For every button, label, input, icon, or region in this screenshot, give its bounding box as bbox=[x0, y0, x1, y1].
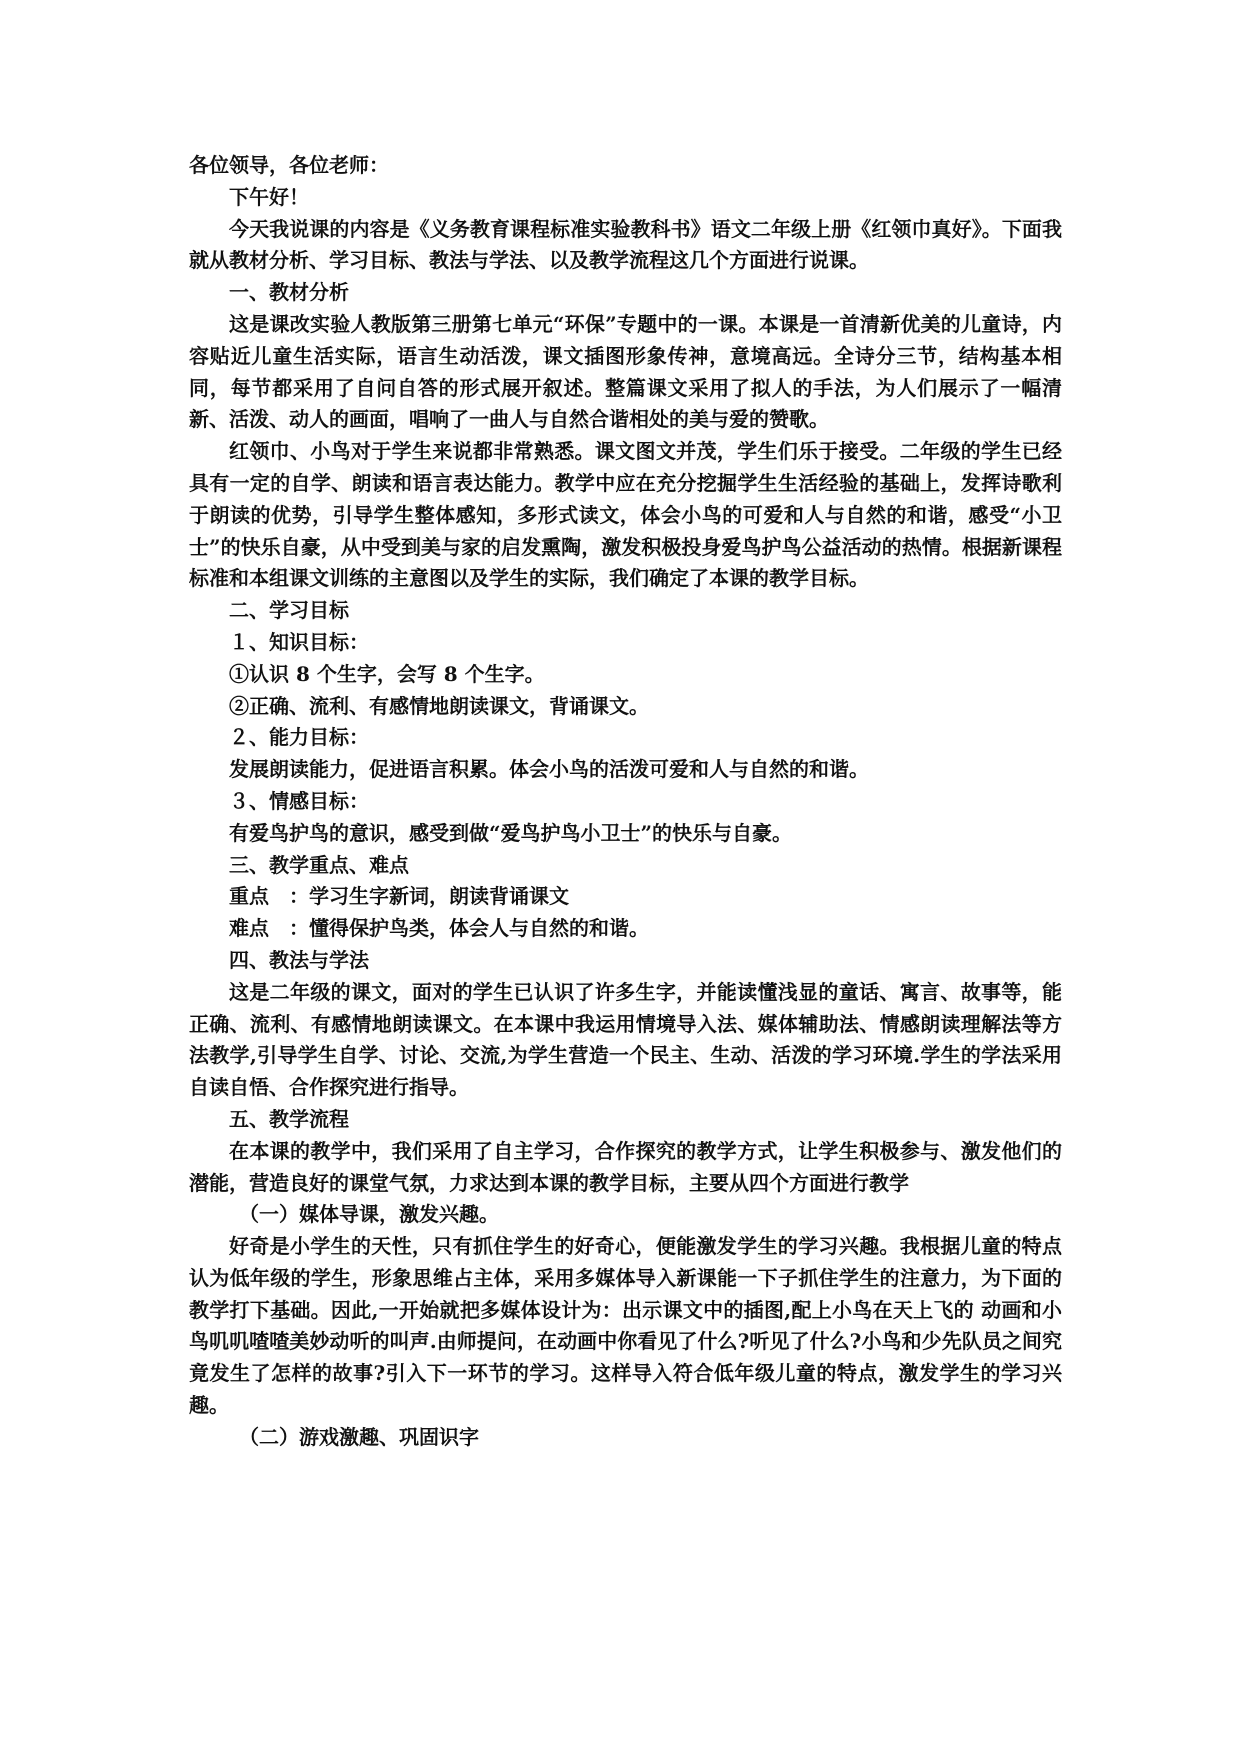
subheading-emotion-goal: ３、情感目标： bbox=[229, 788, 369, 813]
key-point-line: 重点 ：学习生字新词，朗读背诵课文 bbox=[229, 884, 569, 909]
greeting: 下午好！ bbox=[229, 184, 309, 209]
section-heading-teaching-process: 五、教学流程 bbox=[229, 1106, 349, 1131]
section-heading-learning-goals: 二、学习目标 bbox=[229, 598, 349, 623]
document-page bbox=[189, 150, 1062, 1454]
subheading-knowledge-goal: １、知识目标： bbox=[229, 629, 369, 654]
subheading-game-literacy: （二）游戏激趣、巩固识字 bbox=[239, 1424, 479, 1449]
subheading-ability-goal: ２、能力目标： bbox=[229, 725, 369, 750]
list-item: ②正确、流利、有感情地朗读课文，背诵课文。 bbox=[229, 693, 649, 718]
paragraph: 这是课改实验人教版第三册第七单元“环保”专题中的一课。本课是一首清新优美的儿童诗，内容贴近儿童生活实际，语言生动活泼，课文插图形象传神，意境高远。全诗分三节，结构基本相同，每节都采用了自问自答的形式展开叙述。整篇课文采用了拟人的手法，为人们展示了一幅清新、活泼、动人的画面，唱响了一曲人与自然合谐相处的美与爱的赞歌。 bbox=[189, 311, 1062, 432]
difficulty-line: 难点 ：懂得保护鸟类，体会人与自然的和谐。 bbox=[229, 916, 649, 941]
list-item: ①认识 8 个生字，会写 8 个生字。 bbox=[229, 661, 545, 686]
list-item: 有爱鸟护鸟的意识，感受到做“爱鸟护鸟小卫士”的快乐与自豪。 bbox=[229, 820, 793, 845]
paragraph: 好奇是小学生的天性，只有抓住学生的好奇心，便能激发学生的学习兴趣。我根据儿童的特点认为低年级的学生，形象思维占主体，采用多媒体导入新课能一下子抓住学生的注意力，为下面的教学打下基础。因此,一开始就把多媒体设计为：出示课文中的插图,配上小鸟在天上飞的 动画和小鸟叽叽喳喳美妙动听的叫声.由师提问，在动画中你看见了什么?听见了什么?小鸟和少先队员之间究竟发生了怎样的故事?引入下一环节的学习。这样导入符合低年级儿童的特点，激发学生的学习兴趣。 bbox=[189, 1234, 1062, 1418]
salutation: 各位领导，各位老师： bbox=[189, 153, 389, 177]
intro-paragraph: 今天我说课的内容是《义务教育课程标准实验教科书》语文二年级上册《红领巾真好》。下面我 就从教材分析、学习目标、教法与学法、以及教学流程这几个方面进行说课。 bbox=[189, 216, 1062, 273]
paragraph: 在本课的教学中，我们采用了自主学习，合作探究的教学方式，让学生积极参与、激发他们的潜能，营造良好的课堂气氛，力求达到本课的教学目标，主要从四个方面进行教学 bbox=[189, 1138, 1062, 1195]
paragraph: 这是二年级的课文，面对的学生已认识了许多生字，并能读懂浅显的童话、寓言、故事等，能正确、流利、有感情地朗读课文。在本课中我运用情境导入法、媒体辅助法、情感朗读理解法等方法教学,引导学生自学、讨论、交流,为学生营造一个民主、生动、活泼的学习环境.学生的学法采用自读自悟、合作探究进行指导。 bbox=[189, 979, 1062, 1100]
list-item: 发展朗读能力，促进语言积累。体会小鸟的活泼可爱和人与自然的和谐。 bbox=[229, 757, 869, 782]
section-heading-textbook-analysis: 一、教材分析 bbox=[229, 280, 349, 305]
paragraph: 红领巾、小鸟对于学生来说都非常熟悉。课文图文并茂，学生们乐于接受。二年级的学生已经具有一定的自学、朗读和语言表达能力。教学中应在充分挖掘学生生活经验的基础上，发挥诗歌利于朗读的优势，引导学生整体感知，多形式读文，体会小鸟的可爱和人与自然的和谐，感受“小卫士”的快乐自豪，从中受到美与家的启发熏陶，激发积极投身爱鸟护鸟公益活动的热情。根据新课程标准和本组课文训练的主意图以及学生的实际，我们确定了本课的教学目标。 bbox=[189, 439, 1062, 591]
subheading-media-intro: （一）媒体导课，激发兴趣。 bbox=[239, 1202, 499, 1227]
section-heading-key-points: 三、教学重点、难点 bbox=[229, 852, 409, 877]
section-heading-methods: 四、教法与学法 bbox=[229, 947, 369, 972]
